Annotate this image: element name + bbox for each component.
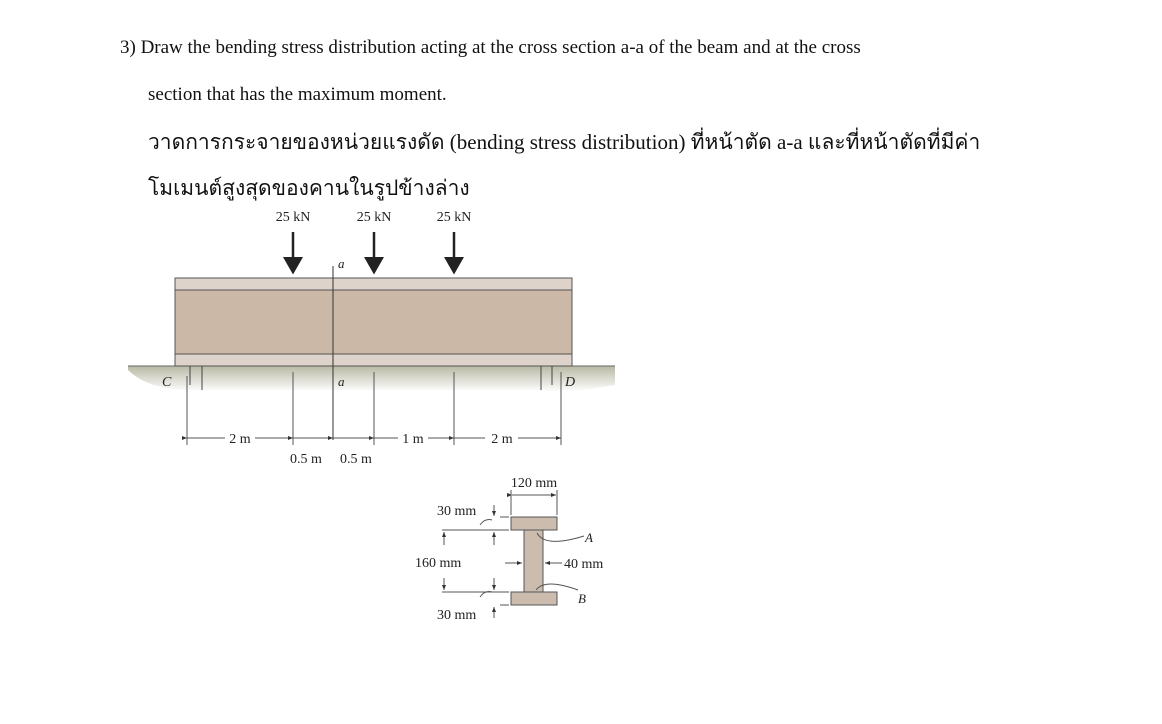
cross-section <box>511 517 557 605</box>
dim-top-flange-30: 30 mm <box>437 504 477 519</box>
dim-web-160: 160 mm <box>415 556 462 571</box>
section-label-top: a <box>338 256 345 271</box>
ground <box>128 366 615 392</box>
dim-2m-left: 2 m <box>229 432 251 447</box>
dim-bottom-flange-30: 30 mm <box>437 608 477 623</box>
dim-1m: 1 m <box>402 432 424 447</box>
section-label-bottom: a <box>338 374 345 389</box>
point-a-label: A <box>585 530 593 545</box>
label-d: D <box>565 375 576 390</box>
dim-0.5m-b: 0.5 m <box>340 452 372 467</box>
point-b-label: B <box>578 591 586 606</box>
thai-line-2: โมเมนต์สูงสุดของคานในรูปข้างล่าง <box>148 176 470 200</box>
load-arrows <box>293 232 454 272</box>
dim-2m-right: 2 m <box>491 432 513 447</box>
load-2: 25 kN <box>356 210 392 225</box>
dim-width-120: 120 mm <box>510 476 558 491</box>
label-c: C <box>162 375 172 390</box>
load-1: 25 kN <box>275 210 311 225</box>
question-number: 3) <box>120 37 136 58</box>
load-3: 25 kN <box>436 210 472 225</box>
thai-line-1: วาดการกระจายของหน่วยแรงดัด (bending stress distribution) ที่หน้าตัด a-a และที่หน้าตัดที่มีค่า <box>148 130 981 154</box>
dim-web-40: 40 mm <box>564 557 604 572</box>
question-line-2: section that has the maximum moment. <box>148 84 447 105</box>
beam <box>175 278 572 366</box>
question-text: Draw the bending stress distribution acting at the cross section a-a of the beam and at the cross <box>140 37 861 58</box>
dim-0.5m-a: 0.5 m <box>290 452 322 467</box>
